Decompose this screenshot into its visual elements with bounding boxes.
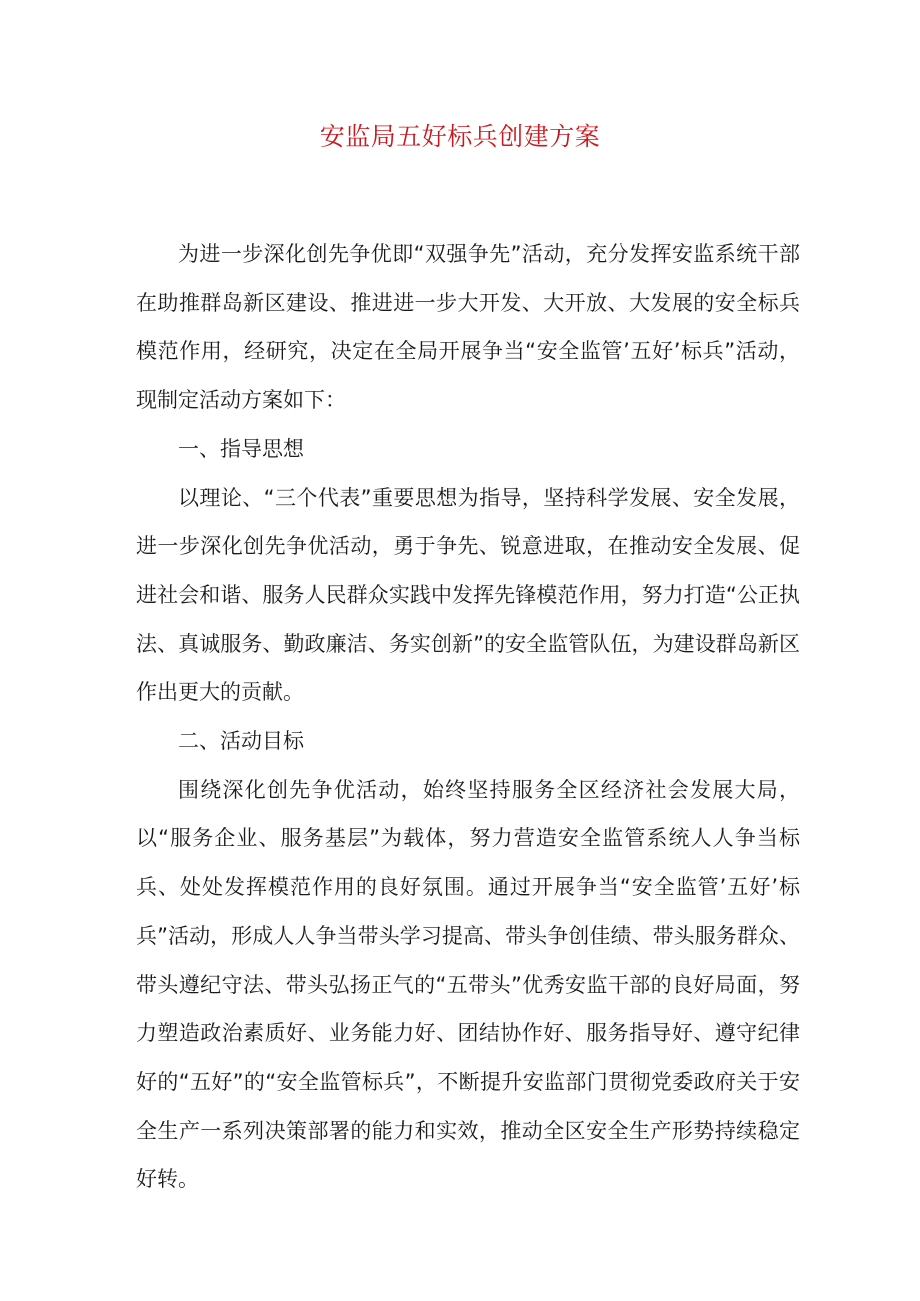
document-title: 安监局五好标兵创建方案 — [319, 122, 601, 151]
intro-paragraph: 为进一步深化创先争优即“双强争先”活动，充分发挥安监系统干部在助推群岛新区建设、推进进一步大开发、大开放、大发展的安全标兵模范作用，经研究，决定在全局开展争当“安全监管’五好’标兵”活动，现制定活动方案如下： — [136, 242, 800, 413]
activity-goals-paragraph: 围绕深化创先争优活动，始终坚持服务全区经济社会发展大局，以“服务企业、服务基层”为载体，努力营造安全监管系统人人争当标兵、处处发挥模范作用的良好氛围。通过开展争当“安全监管’五好’标兵”活动，形成人人争当带头学习提高、带头争创佳绩、带头服务群众、带头遵纪守法、带头弘扬正气的“五带头”优秀安监干部的良好局面，努力塑造政治素质好、业务能力好、团结协作好、服务指导好、遵守纪律好的“五好”的“安全监管标兵”，不断提升安监部门贯彻党委政府关于安全生产一系列决策部署的能力和实效，推动全区安全生产形势持续稳定好转。 — [136, 777, 800, 1192]
section-heading-activity-goals: 二、活动目标 — [178, 729, 304, 754]
guiding-thought-paragraph: 以理论、“三个代表”重要思想为指导，坚持科学发展、安全发展，进一步深化创先争优活动，勇于争先、锐意进取，在推动安全发展、促进社会和谐、服务人民群众实践中发挥先锋模范作用，努力打造“公正执法、真诚服务、勤政廉洁、务实创新”的安全监管队伍，为建设群岛新区作出更大的贡献。 — [136, 485, 800, 705]
document-body — [136, 230, 800, 1204]
section-heading-guiding-thought: 一、指导思想 — [178, 436, 304, 461]
